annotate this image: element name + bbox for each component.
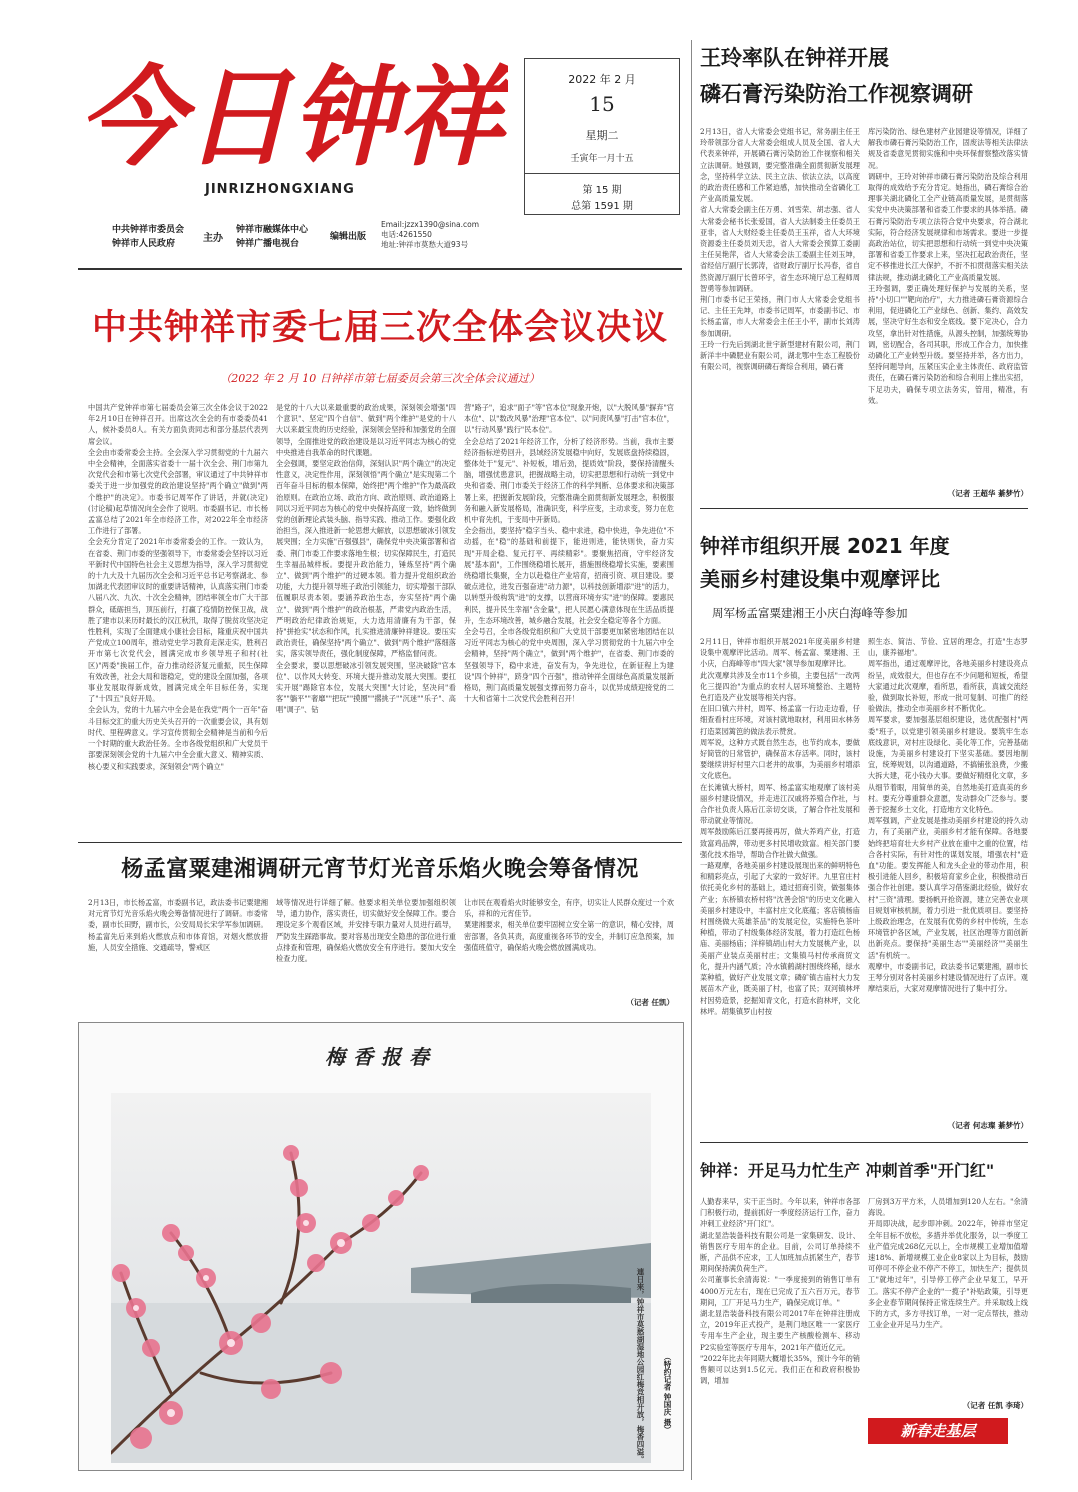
date-lunar: 壬寅年一月十五 — [570, 154, 634, 164]
masthead-logo — [78, 55, 508, 180]
plum-blossom-photo — [111, 1093, 651, 1463]
photo-frame — [78, 1022, 684, 1471]
org-title-1: 钟祥市组织开展 2021 年度 — [700, 534, 950, 558]
sponsor-1: 中共钟祥市委员会 — [112, 225, 185, 235]
masthead-rule — [78, 268, 682, 270]
total-issue-number: 总第 1591 期 — [571, 201, 633, 212]
wang-credit: （记者 王超华 綦梦竹） — [947, 489, 1028, 498]
org-bottom-rule — [700, 1142, 1028, 1143]
publisher-1: 钟祥市融媒体中心 — [236, 225, 309, 235]
svg-text:今日钟祥: 今日钟祥 — [78, 55, 508, 180]
lead-title: 中共钟祥市委七届三次全体会议决议 — [91, 308, 668, 348]
econ-column-1: 人勤春来早，实干正当时。今年以来，钟祥市各部门积极行动，提前抓好一季度经济运行工作，奋力冲刺工业经济"开门红"。 湖北显浩装备科技有限公司是一家集研发、设计、销售医疗专用车的企业。目前，公司订单持续不断，产品供不应求，工人加班加点抓紧生产，春节期间保持满负荷生产。 公司董事长余清海说："一季度接到的销售订单有4000万元左右，现在已完成了五六百万元，春节期间，工厂开足马力生产，确保完成订单。" 湖北显浩装备科技有限公司2017年在钟祥注册成立，2019年正式投产，是荆门地区唯一一家医疗专用车生产企业，现主要生产核酸检测车、移动P2实验室等医疗专用车，2021年产值近亿元。 "2022年比去年同期大概增长35%，预计今年的销售额可以达到1.5亿元。我们正在和政府积极协调，增加 — [700, 1197, 860, 1386]
date-weekday: 星期二 — [585, 129, 619, 142]
sponsor-2: 钟祥市人民政府 — [112, 239, 176, 249]
lantern-column-2: 域等情况进行详细了解。他要求相关单位要加强组织领导，通力协作，落实责任，切实做好安全保障工作。要合理设定多个观看区域，并安排专职力量对人员进行疏导，严防发生踩踏事故。要对容易出现安全隐患的部位进行重点排查和管理，确保焰火燃放安全有序进行。要加大安全检查力度。 — [276, 898, 456, 964]
issue-number: 第 15 期 — [582, 185, 622, 196]
date-day: 15 — [589, 92, 615, 116]
date-divider — [525, 173, 679, 174]
contact-phone: 电话:4261550 — [381, 230, 432, 239]
org-column-2: 照生态、简洁、节俭、宜居的理念，打造"生态罗山，康养福地"。 周军指出，通过观摩评比，各地美丽乡村建设亮点纷呈，成效很大，但也存在不少问题和短板，希望大家通过此次观摩，看所思，看所获，真诚交流经验，做到取长补短，形成一批可复制、可推广的经验做法，推动全市美丽乡村不断优化。 周军要求，要加强基层组织建设，选优配强村"两委"班子，以党建引领美丽乡村建设。要筑牢生态底线意识，对村庄设绿化、美化等工作，完善基础设施，为美丽乡村建设打下坚实基础。要因地制宜，统筹规划，以沟通道路，不搞铺张浪费，少搬大拆大建，花小钱办大事。要做好精细化文章，多从细节着眼，用简单的美，自然地美打造真美的乡村。要充分尊重群众意愿，发动群众广泛参与。要善于挖掘乡土文化，打造地方文化特色。 周军强调，产业发展是推动美丽乡村建设的持久动力，有了美丽产业，美丽乡村才能有保障。各地要始终把培育壮大乡村产业放在重中之重的位置，结合各村实际，有针对性的谋划发展，增强农村"造血"功能。要发挥能人和龙头企业的带动作用，积极引进能人回乡，积极培育家乡企业，积极推动百强合作社创建。要认真学习借鉴湖北经验，做好农村"三资"清理。要扬帆开抢资源，建立完善农业项目规划审核机制，着力引进一批优质项目。要坚持上级政治理念，在发展有优势的乡村中传统，生态环境管护各区域，产业发展，社区治理等方面创新出新亮点。要保持"美丽生态""美丽经济""美丽生活"有机统一。 观摩中，市委副书记，政法委书记粟建湘，副市长王琴分别对各村美丽乡村建设情况进行了点评。观摩结束后，大家对观摩情况进行了集中打分。 — [868, 637, 1028, 994]
masthead-pinyin: JINRIZHONGXIANG — [205, 182, 355, 197]
lead-column-1: 中国共产党钟祥市第七届委员会第三次全体会议于2022年2月10日在钟祥召开。出席这次全会的有市委委员41人，候补委员8人。有关方面负责同志和部分基层代表列席会议。 全会由市委常委会主持。全会深入学习贯彻党的十九届六中全会精神，全面落实省委十一届十次全会、荆门市第九次党代会和市第七次党代会部署，审议通过了中共钟祥市委关于进一步加强党的政治建设坚持"两个确立"做到"两个维护"的决定》。市委书记周军作了讲话，并就(决定)(讨论稿)起草情况向全会作了说明。市委副书记、市长杨孟富总结了2021年全市经济工作，对2022年全市经济工作进行了部署。 全会充分肯定了2021年市委常委会的工作。一致认为，在省委、荆门市委的坚强领导下，市委常委会坚持以习近平新时代中国特色社会主义思想为指导，深入学习贯彻党的十九大及十九届历次全会和习近平总书记考察湖北、参加湖北代表团审议时的重要讲话精神，认真落实荆门市委八届八次、九次、十次全会精神，团结率领全市广大干部群众，砥砺担当，顶压前行，打赢了疫情防控保卫战，战胜了建市以来历时最长的汉江秋汛，取得了脱贫攻坚决定性胜利，实现了全面建成小康社会目标，隆重庆祝中国共产党成立100周年，推动党史学习教育走深走实，胜利召开市第七次党代会，圆满完成市乡领导班子和村(社区)"两委"换届工作，奋力推动经济复元重振，民生保障有效改善，社会大局和谐稳定，党的建设全面加强，各项事业发展取得新成效，圆满完成全年目标任务，实现了"十四五"良好开局。 全会认为，党的十九届六中全会是在我党"两个一百年"奋斗目标交汇的重大历史关头召开的一次重要会议，具有划时代、里程碑意义。学习宣传贯彻全会精神是当前和今后一个时期的重大政治任务。全市各级党组织和广大党员干部要深刻领会党的十九届六中全会重大意义、精神实质、核心要义和实践要求，深刻领会"两个确立" — [88, 403, 268, 771]
lead-column-2: 是党的十八大以来最重要的政治成果，深刻领会增强"四个意识"、坚定"四个自信"、做到"两个维护"是党的十八大以来最宝贵的历史经验，深刻领会坚持和加强党的全面领导，全面推进党的政治建设是以习近平同志为核心的党中央推进自我革命的时代课题。 全会强调，要坚定政治信仰，深刻认识"两个确立"的决定性意义，决定性作用，深刻领悟"两个确立"是实现第二个百年奋斗目标的根本保障，始终把"两个维护"作为最高政治原则。在政治立场、政治方向、政治原则、政治道路上同以习近平同志为核心的党中央保持高度一致，始终做到党的创新理论武装头脑、指导实践、推动工作。要强化政治担当，深入推进新一轮思想大解放，以思想破冰引领发展突围；全力实施"百强强县"，确保党中央决策部署和省委、荆门市委工作要求落地生根；切实保障民生，打造民生幸福品城样板。要提升政治能力，锤炼坚持"两个确立"、做到"两个维护"的过硬本领。着力提升党组织政治功能，大力提升领导班子政治引领能力，切实增强干部队伍履职尽责本领。要涵养政治生态，夯实坚持"两个确立"、做到"两个维护"的政治根基，严肃党内政治生活，严明政治纪律政治规矩，大力选用清廉有为干部，保持"拼抢实"状态和作风，扎实推进清廉钟祥建设。要压实政治责任，确保坚持"两个确立"、做到"两个维护"落细落实，落实领导责任，强化制度保障，严格监督问责。 全会要求，要以思想破冰引领发展突围，坚决破除"官本位"、以作风大转变、环境大提升推动发展大突围。要扛实开展"踢除官本位，发展大突围"大讨论，坚决问"看客""躺平""奢靡""把玩""摸圈""撂挑子""沉迷""乐子"、高唱"调子"、钻 — [276, 403, 456, 715]
lantern-column-3: 让市民在观看焰火时能够安全，有序，切实让人民群众度过一个欢乐，祥和的元宵佳节。 粟建湘要求，相关单位要牢固树立安全第一的意识，精心安排，周密部署，各负其责，高度重视各环节的安全，并制订应急预案，加强值班值守，确保焰火晚会燃放圆满成功。 — [464, 898, 674, 952]
lantern-credit: （记者 任凯） — [626, 998, 674, 1007]
column-divider — [691, 40, 692, 1480]
org-credit: （记者 何志璨 綦梦竹） — [947, 1121, 1028, 1130]
publisher-role: 编辑出版 — [330, 232, 367, 242]
econ-title: 钟祥：开足马力忙生产 冲刺首季"开门红" — [700, 1161, 995, 1180]
sponsor-role: 主办 — [203, 233, 223, 244]
econ-column-2: 厂房到3万平方米，人员增加到120人左右。"余清海说。 开局即决战，起步即冲刺。2022年，钟祥市坚定全年目标不放松，多措并举优化服务，以一季度工业产值完成268亿元以上，全市规模工业增加值增速18%、新增规模工业企业8家以上为目标，鼓励可停可不停企业不停产不停工，加快生产；提供员工"就地过年"，引导停工停产企业早复工，早开工。落实不停产企业的"一揽子"补贴政策，引导更多企业春节期间保持正常连续生产。并采取线上线下的方式，多方寻找订单，一对一定点帮扶，推动工业企业开足马力生产。 — [868, 1197, 1028, 1330]
date-year-month: 2022 年 2 月 — [568, 73, 636, 86]
lead-bottom-rule — [78, 842, 682, 843]
org-subtitle: 周军杨孟富粟建湘王小庆白海峰等参加 — [712, 606, 908, 620]
contact-email: Email:jzzx1390@sina.com — [381, 220, 480, 229]
photo-title: 梅香报春 — [325, 1045, 437, 1069]
wang-column-2: 库污染防治、绿色建材产业园建设等情况，详细了解我市磷石膏污染防治工作，固废法等相关法律法规及省委意见贯彻实施和中央环保督察整改落实情况。 调研中，王玲对钟祥市磷石膏污染防治及综合利用取得的成效给予充分肯定。她指出，磷石膏综合治理事关湖北磷化工全产业链高质量发展，是贯彻落实党中央决策部署和省委工作要求的具体举措。磷石膏污染防治专项立法符合党中央要求，符合湖北实际，符合经济发展规律和市场需求。要进一步提高政治站位，切实把思想和行动统一到党中央决策部署和省委工作要求上来，坚决扛起政治责任，坚定不移推进长江大保护，不折不扣贯彻落实相关法律法规，推动湖北磷化工产业高质量发展。 王玲强调，要正确处理好保护与发展的关系，坚持"小切口""靶向治疗"，大力推进磷石膏资源综合利用，促进磷化工产业绿色、创新、集约、高效发展，坚决守好生态和安全底线。要下定决心，合力攻坚，拿出针对性措施，从源头控制，加强统筹协调，密切配合，各司其职，形成工作合力，加快推动磷化工产业转型升级。要坚持并举，各方出力，坚持问题导向，压紧压实企业主体责任、政府监管责任，在磷石膏污染防治和综合利用上推出实招，下足功夫，确保专项立法务实，管用，精准，有效。 — [868, 127, 1028, 405]
lantern-title: 杨孟富粟建湘调研元宵节灯光音乐焰火晚会筹备情况 — [121, 857, 639, 882]
wang-title-1: 王玲率队在钟祥开展 — [700, 46, 889, 70]
econ-credit: （记者 任凯 李琦） — [962, 1401, 1028, 1410]
spring-badge: 新春走基层 — [868, 1418, 1008, 1444]
publisher-2: 钟祥广播电视台 — [236, 239, 300, 249]
org-title-2: 美丽乡村建设集中观摩评比 — [700, 567, 940, 591]
contact-address: 地址:钟祥市莫愁大道93号 — [381, 240, 469, 249]
photo-credit: （特约记者 钟国庆 摄） — [663, 1353, 672, 1434]
wang-column-1: 2月13日，省人大常委会党组书记，常务副主任王玲带领部分省人大常委会组成人员及全国、省人大代表来钟祥，开展磷石膏污染防治工作视察和相关立法调研。她强调，要完整准确全面贯彻新发展理念，坚持科学立法、民主立法、依法立法，以高度的政治责任感和工作紧迫感，加快推动全省磷化工产业高质量发展。 省人大常委会副主任万勇、刘雪荣、胡志强、省人大常委会秘书长张爱国，省人大法制委主任委员王亚非，省人大财经委主任委员王玉祥，省人大环境资源委主任委员刘天忠，省人大常委会预算工委副主任吴艳萍，省人大常委会法工委副主任刘玉坤，省经信厅副厅长郭涛，省财政厅副厅长冯春，省自然资源厅副厅长曾环宇，省生态环境厅总工程师周智勇等参加调研。 荆门市委书记王荣扬，荆门市人大常委会党组书记、主任王先坤，市委书记周军，市委副书记、市长杨孟富，市人大常委会主任王小平，副市长刘涛参加调研。 王玲一行先后到湖北世宇新型建材有限公司，荆门新洋丰中磷肥业有限公司，湖北鄂中生态工程股份有限公司，视察调研磷石膏综合利用，磷石膏 — [700, 127, 860, 372]
date-box — [524, 58, 680, 215]
org-column-1: 2月11日，钟祥市组织开展2021年度美丽乡村建设集中观摩评比活动。周军、杨孟富、粟建湘、王小庆，白海峰等市"四大家"领导参加观摩评比。 此次观摩共涉及全市11个乡镇，主要包括"一改两化三提四治"为重点的农村人居环境整治、主题特色打造及产业发展等相关内容。 在旧口镇六井村，周军、杨孟富一行边走边看，仔细查看村庄环境，对该村就地取材，利用田水林务打造菜园篱笆的做法表示赞赏。 周军说，这种方式既自然生态，也节约成本，要做好简管的日常管护，确保苗木存活率。同时，该村要继续讲好村里六口老井的故事，为美丽乡村增添文化底色。 在长滩镇大桥村，周军、杨孟富实地观摩了该村美丽乡村建设情况，并走进江汉戚将养殖合作社，与合作社负责人陈后江亲切交谈，了解合作社发展和带动就业等情况。 周军鼓励陈后江要再接再厉，做大养鸡产业，打造致富鸡品牌，带动更多村民增收致富。相关部门要强化技术指导，帮助合作社做大做强。 一路观摩，各地美丽乡村建设展现出来的鲜明特色和精彩亮点，引起了大家的一致好评。九里官庄村依托美化乡村的基础上，通过招商引资，做强集体产业；东桥镇农桥村将"沈善会馆"的历史文化融入美丽乡村建设中，丰富村庄文化底蕴；客店镇杨庙村围绕做大英雄茶品"的发展定位，实施特色茶叶种植，带动了村级集体经济发展，着力打造红色杨庙、美丽杨庙；洋梓镇胡山村大力发展桃产业，以美丽产业装点美丽村庄；文集镇马村传承商贸文化，提升内涵气质；冷水镇鹤湖村围绕终稀，绿水菜种植，做好产业发展文章；磷矿镇古庙村大力发展苗木产业，既美丽了村，也富了民；双河镇林坪村因势造景，挖掘知青文化，打造水韵林坪，文化林坪。胡集镇罗山村按 — [700, 637, 860, 1016]
wang-bottom-rule — [700, 508, 1028, 509]
lead-column-3: 营"路子"，追求"面子"等"官本位"现象开炮，以"大脱风暴"摒弃"官本位"、以"数改风暴"治理"官本位"、以"问责风暴"打击"官本位"，以"行动风暴"践行"民本位"。 全会总结了2021年经济工作，分析了经济形势。当前，我市主要经济指标逆势回升，县域经济发展稳中向好，发展底盘持续稳固，整体处于"复元"、补短板，增后劲，提质效"阶段，要保持清醒头脑，增强忧患意识，把握战略主动，切实把思想和行动统一到党中央和省委、荆门市委关于经济工作的科学判断、总体要求和决策部署上来，把握新发展阶段，完整准确全面贯彻新发展理念，积极服务和融入新发展格局，准确识变，科学应变，主动求变，努力在危机中育先机，于变局中开新局。 全会指出，要坚持"稳字当头、稳中求进，稳中快进，争先进位"不动摇，在"稳"的基础和前提下，能进则进，能快则快，奋力实现"开局企稳、复元打平、再续精彩"。要聚焦招商，守牢经济发展"基本面"，工作围绕稳增长展开，措施围绕稳增长实施，要素围绕稳增长集聚，全力以赴稳住产业培育，招商引资、项目建设。要破点进位，进发百强奋进"动力源"，以科技创新增添"进"的活力，以转型升级构筑"进"的支撑，以营商环境夯实"进"的保障。要惠民利民，提升民生幸福"含金量"，把人民愿心满意体现在生活品质提升，生态环境改善，城乡融合发展，社会安全稳定等各个方面。 全会号召，全市各级党组织和广大党员干部要更加紧密地团结在以习近平同志为核心的党中央周围，深入学习贯彻党的十九届六中全会精神，坚持"两个确立"，做到"两个维护"，在省委、荆门市委的坚强领导下，稳中求进，奋发有为，争先进位，在新征程上为建设"四个钟祥"，跻身"四个百强"，推动钟祥全面绿色高质量发展新格局，荆门高质量发展强支撑而努力奋斗，以优异成绩迎接党的二十大和省第十二次党代会胜利召开！ — [464, 403, 674, 704]
wang-title-2: 磷石膏污染防治工作视察调研 — [700, 82, 973, 106]
photo-caption: 連日來，钟祥市莫愁湖湿地公园红梅竞相开放，梅香四溢。 — [636, 1268, 645, 1463]
lantern-column-1: 2月13日，市长杨孟富，市委副书记，政法委书记粟建湘对元宵节灯光音乐焰火晚会筹备情况进行了调研。市委常委，副市长田野，副市长，公安局局长宋学军参加调研。 杨孟富先后来到焰火燃放点和市体育馆，对烟火燃放措施，人员安全措施、交通疏导，警戒区 — [88, 898, 268, 952]
calligraphy-logo-icon — [78, 55, 508, 180]
lead-subtitle: （2022 年 2 月 10 日钟祥市第七届委员会第三次全体会议通过） — [220, 372, 540, 385]
